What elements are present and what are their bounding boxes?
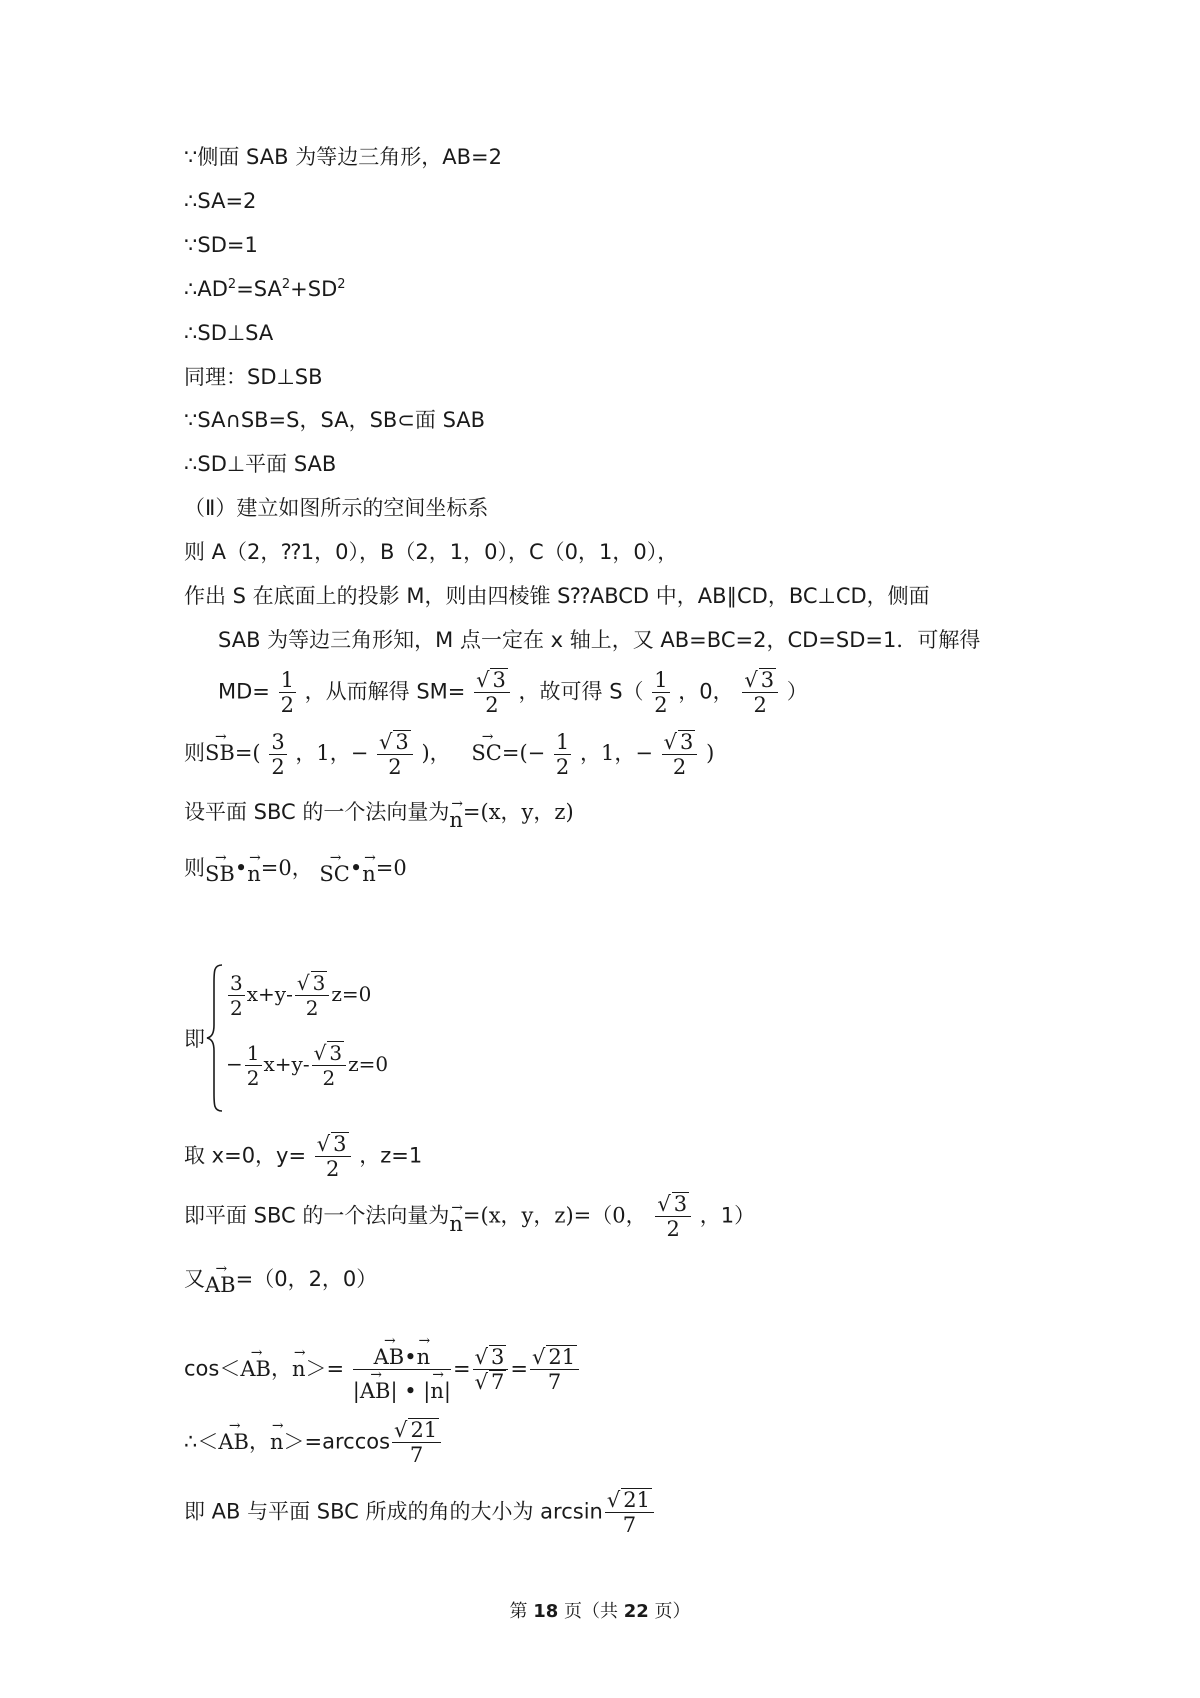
z-eq-1: ，z=1	[359, 1143, 423, 1168]
denominator: 2	[654, 693, 668, 717]
vector-label: AB	[240, 1356, 271, 1381]
line-normal-vector-result	[184, 1192, 755, 1241]
numerator	[392, 1418, 441, 1443]
denominator: 2	[246, 1066, 260, 1090]
vector-sc	[319, 853, 349, 885]
plus-sd-text: +SD	[290, 277, 338, 301]
also-text: 又	[184, 1267, 205, 1291]
radicand: 3	[312, 971, 326, 995]
vector-label: AB	[373, 1345, 405, 1369]
line-sb-sc-vectors	[184, 730, 714, 779]
line-equilateral-triangle: ∵侧面 SAB 为等边三角形，AB=2	[184, 145, 502, 169]
equation-system	[184, 963, 444, 1113]
footer-post: 页）	[648, 1601, 691, 1622]
sqrt-sign: √	[657, 1192, 671, 1216]
equals: =	[452, 1356, 471, 1381]
numerator	[315, 1132, 351, 1157]
page-number: 18	[533, 1601, 559, 1622]
denominator: 7	[622, 1513, 637, 1537]
line-intersection: ∵SA∩SB=S，SA，SB⊂面 SAB	[184, 408, 486, 432]
numerator	[742, 668, 778, 693]
numerator: 1	[246, 1041, 260, 1065]
numerator: 1	[280, 668, 294, 692]
numerator	[353, 1336, 451, 1370]
cos-fraction	[353, 1336, 451, 1403]
line-sd-equals-1: ∵SD=1	[184, 233, 258, 257]
numerator	[530, 1345, 579, 1370]
line-pythagorean	[184, 275, 346, 303]
vector-label: SB	[205, 741, 235, 765]
result-text: 即平面 SBC 的一个法向量为	[184, 1203, 450, 1228]
denominator: 7	[409, 1443, 424, 1467]
fraction	[473, 1345, 509, 1394]
take-text: 取 x=0，y=	[184, 1143, 307, 1168]
radicand: 21	[623, 1488, 650, 1512]
ji-text: 即	[184, 1027, 205, 1051]
fraction	[269, 730, 286, 779]
numerator	[312, 1041, 346, 1066]
vector-label: n	[247, 862, 261, 886]
vector-label: n	[430, 1379, 444, 1403]
vector-label: SC	[319, 862, 350, 886]
radicand: 3	[395, 730, 409, 754]
fraction	[554, 730, 571, 779]
fraction	[245, 1041, 262, 1090]
sqrt-sign: √	[316, 1132, 331, 1156]
radicand: 3	[333, 1132, 347, 1156]
therefore-lt: ∴＜	[184, 1429, 219, 1454]
denominator: 2	[280, 693, 294, 717]
vector-label: n	[269, 1429, 284, 1454]
arrow-icon	[240, 1348, 271, 1358]
line-part-ii: （Ⅱ）建立如图所示的空间坐标系	[184, 496, 489, 520]
vector-ab	[240, 1348, 271, 1380]
equation-row-1	[226, 971, 371, 1020]
vector-n	[449, 1203, 463, 1235]
denominator: 2	[753, 693, 767, 717]
abs-bar: |	[443, 1379, 451, 1403]
fraction	[652, 668, 669, 717]
vector-label: AB	[205, 1273, 236, 1297]
comma: ，	[270, 1356, 292, 1381]
fraction	[315, 1132, 351, 1181]
vector-sb	[205, 732, 235, 764]
sup-2: 2	[337, 277, 346, 292]
fraction	[662, 730, 698, 779]
arrow-icon	[292, 1348, 306, 1358]
vector-label: SC	[471, 741, 502, 765]
denominator: 2	[485, 693, 499, 717]
sqrt-sign: √	[663, 730, 678, 754]
numerator	[377, 730, 413, 755]
fraction	[474, 668, 510, 717]
vector-label: AB	[218, 1429, 249, 1454]
line-sd-perp-sa: ∴SD⊥SA	[184, 321, 274, 345]
numerator	[474, 668, 510, 693]
sqrt-sign: √	[379, 730, 393, 754]
one-minus-text: ，1，−	[579, 741, 653, 765]
vector-n	[292, 1348, 306, 1380]
fraction	[295, 971, 329, 1020]
abs-bar: |	[390, 1379, 398, 1403]
eq-paren: =(	[234, 741, 261, 765]
denominator	[353, 1370, 451, 1403]
vector-ab	[360, 1370, 391, 1402]
numerator: 3	[271, 730, 285, 754]
setup-text: 设平面 SBC 的一个法向量为	[184, 800, 450, 824]
fraction	[312, 1041, 346, 1090]
total-pages: 22	[623, 1601, 649, 1622]
left-brace-icon	[206, 963, 224, 1113]
dot: •	[234, 856, 248, 880]
ad-text: ∴AD	[184, 277, 228, 301]
close-paren: ）	[786, 679, 808, 704]
denominator	[473, 1370, 509, 1394]
vector-n	[430, 1370, 444, 1402]
footer-mid: 页（共	[558, 1601, 624, 1622]
s-coord-text: ，故可得 S（	[518, 679, 644, 704]
line-dot-products	[184, 853, 407, 885]
dot: •	[397, 1379, 424, 1403]
sqrt-sign: √	[744, 668, 758, 692]
sqrt-sign: √	[606, 1488, 621, 1512]
xy-text: x+y-	[246, 982, 293, 1006]
xyz-eq-text: =(x，y，z)=（0，	[462, 1203, 647, 1228]
close-paren: )	[706, 741, 715, 765]
radicand: 3	[673, 1192, 688, 1216]
xyz-text: =(x，y，z)	[462, 800, 574, 824]
line-normal-vector-setup	[184, 798, 574, 831]
vector-sb	[205, 853, 235, 885]
vector-label: n	[291, 1356, 306, 1381]
arrow-icon	[449, 1203, 463, 1213]
page-footer	[0, 1597, 1200, 1623]
close-paren: ，1）	[699, 1203, 756, 1228]
sqrt-sign: √	[296, 971, 310, 995]
vector-n	[417, 1336, 431, 1368]
sup-2: 2	[281, 277, 291, 292]
numerator: 3	[230, 971, 243, 995]
conclusion-text: 即 AB 与平面 SBC 所成的角的大小为 arcsin	[184, 1499, 603, 1524]
line-arccos	[184, 1418, 443, 1467]
fraction	[742, 668, 778, 717]
fraction	[279, 668, 296, 717]
fraction	[655, 1192, 691, 1241]
vector-label: n	[449, 1211, 463, 1236]
line-projection-cont: SAB 为等边三角形知，M 点一定在 x 轴上，又 AB=BC=2，CD=SD=1．可解得	[218, 628, 981, 652]
eq-sa-text: =SA	[236, 277, 282, 301]
denominator: 2	[666, 1217, 680, 1241]
z-eq-text: z=0	[348, 1052, 389, 1076]
minus-sign: −	[226, 1052, 243, 1076]
denominator: 2	[305, 996, 319, 1020]
one-minus-text: ，1，−	[295, 741, 369, 765]
line-arcsin	[184, 1488, 656, 1537]
vector-label: AB	[359, 1379, 391, 1403]
arrow-icon	[218, 1421, 249, 1431]
radicand: 3	[490, 1345, 505, 1369]
line-coordinates: 则 A（2，⁇1，0），B（2，1，0），C（0，1，0），	[184, 540, 679, 564]
abs-bar: |	[352, 1379, 360, 1403]
fraction	[530, 1345, 579, 1394]
vector-label: n	[362, 862, 376, 886]
abs-bar: |	[423, 1379, 431, 1403]
denominator: 7	[547, 1370, 562, 1394]
equals: =	[510, 1356, 528, 1381]
line-cos-formula	[184, 1336, 581, 1403]
numerator	[295, 971, 329, 996]
line-ab-vector	[184, 1264, 377, 1296]
vector-label: SB	[205, 862, 235, 886]
then-text: 则	[184, 741, 205, 765]
line-sa-equals-2: ∴SA=2	[184, 189, 257, 213]
sm-text: ，从而解得 SM=	[304, 679, 466, 704]
vector-ab	[374, 1336, 405, 1368]
line-take-values	[184, 1132, 422, 1181]
eq-paren-minus: =(−	[501, 741, 546, 765]
vector-ab	[218, 1421, 249, 1453]
denominator: 2	[322, 1066, 336, 1090]
equation-row-2	[226, 1041, 388, 1090]
gt-eq: ＞=	[305, 1356, 345, 1381]
comma: ，	[248, 1429, 270, 1454]
vector-sc	[471, 732, 501, 764]
sqrt-sign: √	[474, 1370, 488, 1394]
vector-n	[449, 799, 463, 831]
eq-zero: =0	[375, 856, 407, 880]
close-paren: )，	[421, 741, 451, 765]
numerator	[473, 1345, 509, 1370]
denominator: 2	[672, 755, 687, 779]
fraction	[228, 971, 245, 1020]
z-eq-text: z=0	[331, 982, 372, 1006]
numerator	[655, 1192, 691, 1217]
fraction	[605, 1488, 654, 1537]
line-md-sm	[218, 668, 808, 717]
footer-pre: 第	[509, 1601, 534, 1622]
cos-text: cos＜	[184, 1356, 241, 1381]
eq-zero: =0，	[260, 856, 313, 880]
numerator	[662, 730, 698, 755]
vector-n	[362, 853, 376, 885]
xy-text: x+y-	[263, 1052, 310, 1076]
zero-text: ，0，	[678, 679, 734, 704]
vector-label: n	[449, 808, 463, 832]
sqrt-sign: √	[313, 1041, 327, 1065]
radicand: 3	[680, 730, 694, 754]
denominator: 2	[230, 996, 243, 1020]
radicand: 21	[548, 1345, 576, 1369]
radicand: 21	[410, 1418, 438, 1442]
vector-ab	[205, 1264, 236, 1296]
line-sd-perp-sb: 同理：SD⊥SB	[184, 365, 323, 389]
radicand: 7	[490, 1370, 505, 1394]
sqrt-sign: √	[474, 1345, 488, 1369]
numerator: 1	[654, 668, 668, 692]
radicand: 3	[760, 668, 775, 692]
radicand: 3	[492, 668, 506, 692]
vector-n	[247, 853, 261, 885]
line-sd-perp-plane: ∴SD⊥平面 SAB	[184, 452, 337, 476]
numerator: 1	[555, 730, 570, 754]
fraction	[377, 730, 413, 779]
dot: •	[404, 1345, 417, 1369]
dot: •	[349, 856, 363, 880]
then-text: 则	[184, 856, 205, 880]
arccos-text: ＞=arccos	[283, 1429, 391, 1454]
arrow-icon	[270, 1421, 284, 1431]
denominator: 2	[325, 1157, 340, 1181]
denominator: 2	[388, 755, 402, 779]
numerator	[605, 1488, 654, 1513]
md-text: MD=	[218, 679, 270, 704]
sqrt-sign: √	[394, 1418, 408, 1442]
sqrt-sign: √	[531, 1345, 546, 1369]
sqrt-sign: √	[476, 668, 490, 692]
vector-label: n	[416, 1345, 431, 1369]
fraction	[392, 1418, 441, 1467]
radicand: 3	[329, 1041, 343, 1065]
sup-2: 2	[227, 277, 237, 292]
ab-coords: =（0，2，0）	[235, 1267, 378, 1291]
line-projection: 作出 S 在底面上的投影 M，则由四棱锥 S⁇ABCD 中，AB∥CD，BC⊥CD，侧面	[184, 584, 930, 608]
denominator: 2	[555, 755, 570, 779]
denominator: 2	[271, 755, 285, 779]
vector-n	[270, 1421, 284, 1453]
